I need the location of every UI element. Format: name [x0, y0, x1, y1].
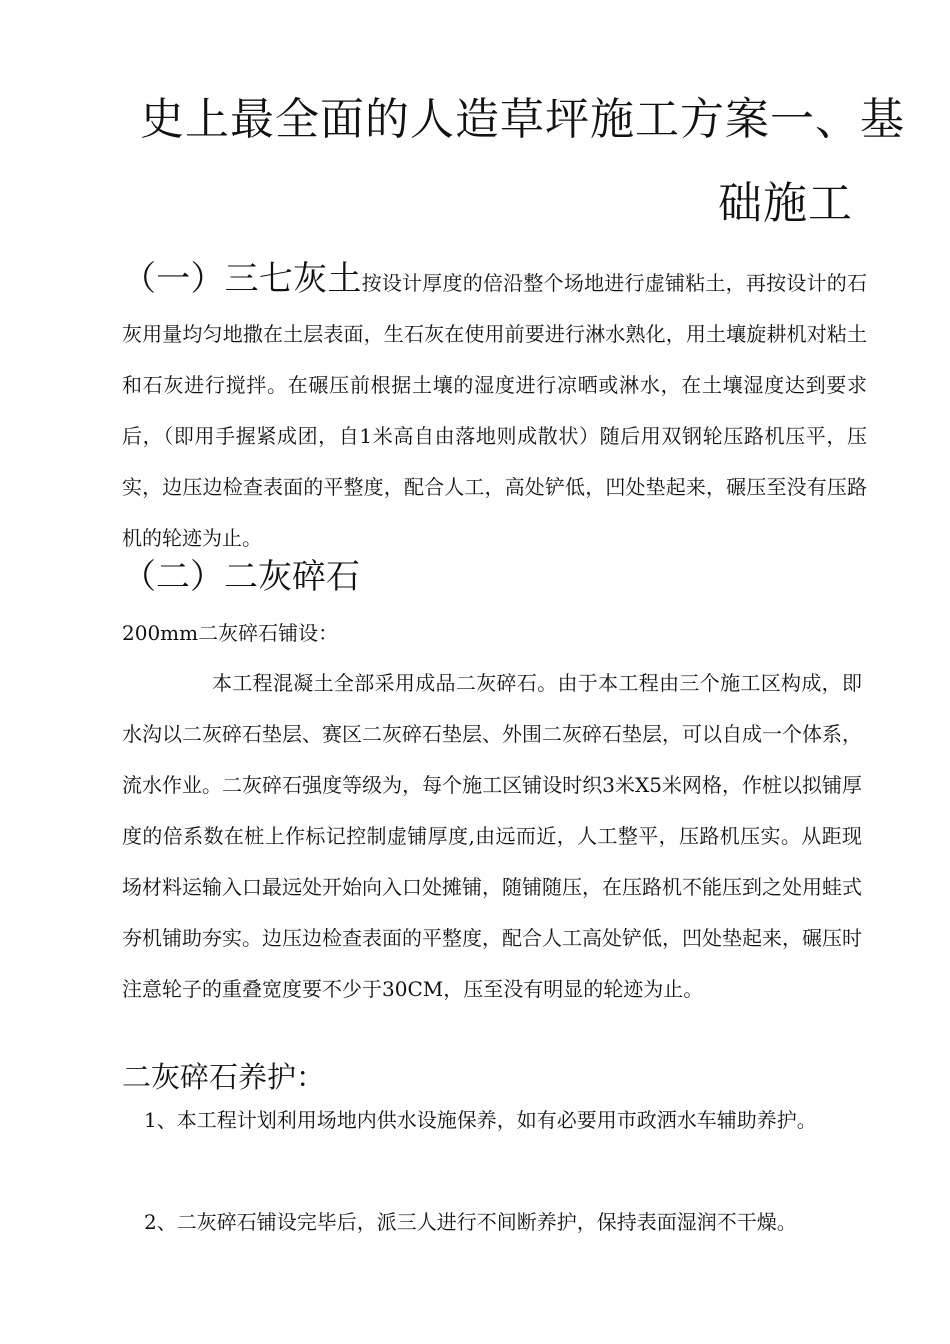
document-title-line-1: 史上最全面的人造草坪施工方案一、基: [140, 94, 905, 145]
section-2-heading: （二）二灰碎石: [122, 557, 360, 597]
curing-item-1: 1、本工程计划利用场地内供水设施保养，如有必要用市政洒水车辅助养护。: [144, 1108, 817, 1132]
section-1-text: 按设计厚度的倍沿整个场地进行虚铺粘土，再按设计的石灰用量均匀地撒在土层表面，生石灰在使用前要进行淋水熟化，用土壤旋耕机对粘土和石灰进行搅拌。在碾压前根据土壤的湿度进行凉晒或淋水，在土壤湿度达到要求后，（即用手握紧成团，自1米高自由落地则成散状）随后用双钢轮压路机压平，压实，边压边检查表面的平整度，配合人工，高处铲低，凹处垫起来，碾压至没有压路机的轮迹为止。: [122, 271, 868, 550]
section-1-heading: （一）三七灰土: [122, 259, 362, 299]
section-1-paragraph: [122, 254, 867, 564]
document-title-line-2: 础施工: [718, 178, 853, 229]
curing-heading: 二灰碎石养护：: [122, 1060, 326, 1094]
section-2-spec: 200mm二灰碎石铺设：: [122, 621, 339, 645]
section-2-paragraph: 本工程混凝土全部采用成品二灰碎石。由于本工程由三个施工区构成，即水沟以二灰碎石垫层、赛区二灰碎石垫层、外围二灰碎石垫层，可以自成一个体系，流水作业。二灰碎石强度等级为，每个施工区铺设时织3米X5米网格，作桩以拟铺厚度的倍系数在桩上作标记控制虚铺厚度,由远而近，人工整平，压路机压实。从距现场材料运输入口最远处开始向入口处摊铺，随铺随压，在压路机不能压到之处用蛙式夯机铺助夯实。边压边检查表面的平整度，配合人工高处铲低，凹处垫起来，碾压时注意轮子的重叠宽度要不少于30CM，压至没有明显的轮迹为止。: [122, 671, 862, 1001]
curing-item-2: 2、二灰碎石铺设完毕后，派三人进行不间断养护，保持表面湿润不干燥。: [144, 1210, 797, 1234]
